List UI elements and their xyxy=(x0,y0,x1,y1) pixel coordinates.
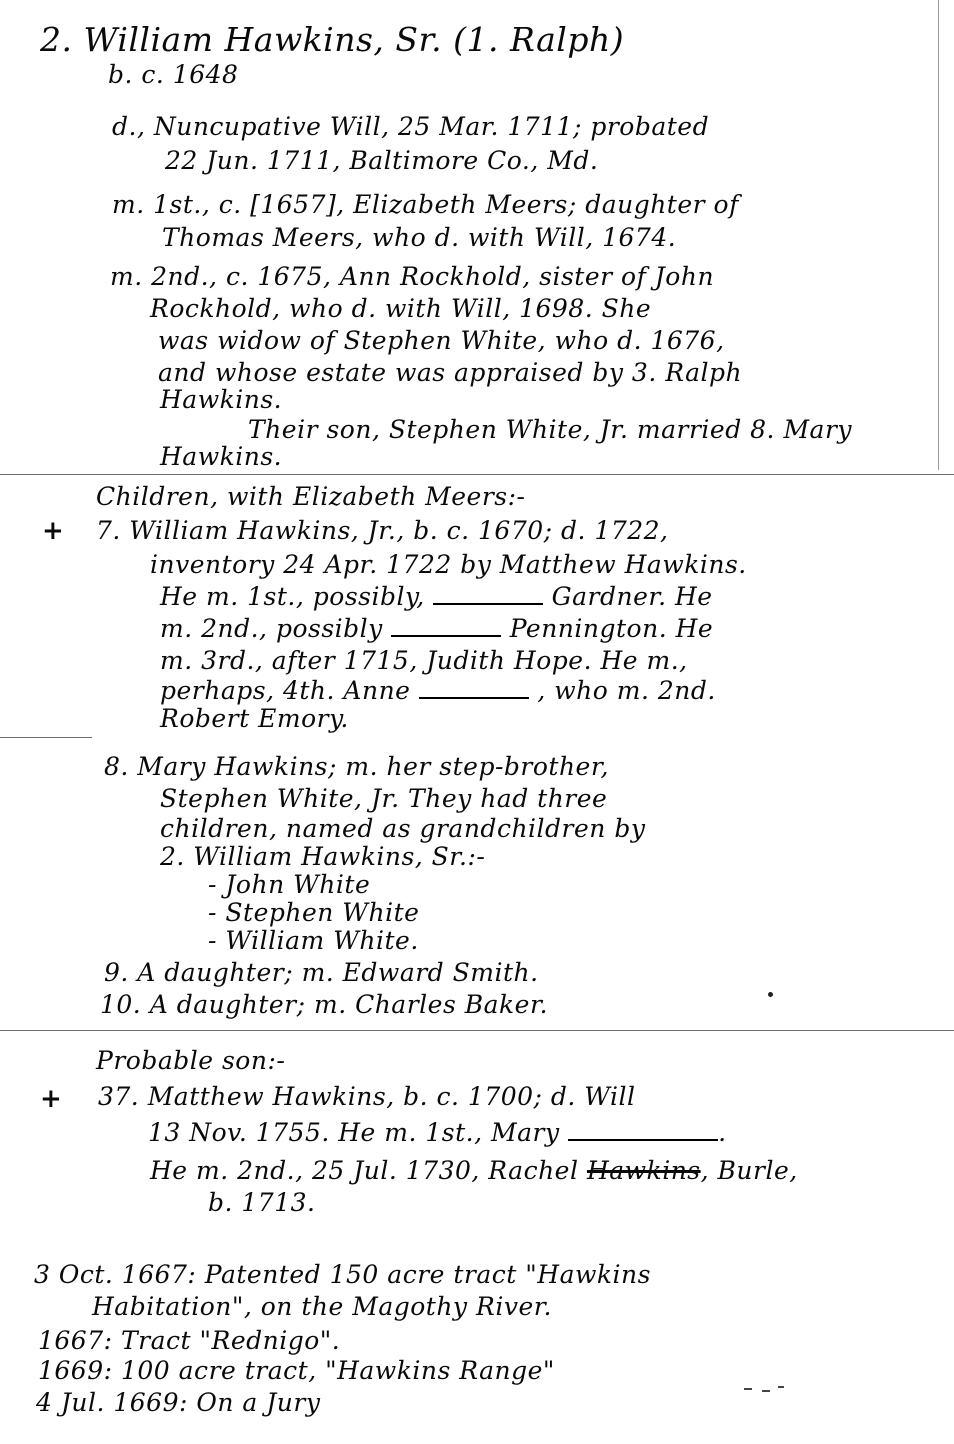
page-seam-2 xyxy=(0,737,92,738)
plus-mark-37: + xyxy=(40,1084,63,1114)
son37-line-2-a: 13 Nov. 1755. He m. 1st., Mary xyxy=(148,1118,560,1147)
plus-mark-7: + xyxy=(42,516,65,546)
event-line-4: 4 Jul. 1669: On a Jury xyxy=(36,1388,321,1417)
child7-line-4 xyxy=(160,614,713,643)
birth-line: b. c. 1648 xyxy=(108,60,239,89)
son37-line-3-a: He m. 2nd., 25 Jul. 1730, Rachel xyxy=(150,1156,579,1185)
child7-line-3-b: Gardner. He xyxy=(551,582,713,611)
child8-line-3: children, named as grandchildren by xyxy=(160,814,646,843)
marriage2-line-6: Their son, Stephen White, Jr. married 8. Mary xyxy=(248,415,853,444)
event-line-3: 1669: 100 acre tract, "Hawkins Range" xyxy=(38,1356,555,1385)
child8-line-2: Stephen White, Jr. They had three xyxy=(160,784,608,813)
event-line-1b: Habitation", on the Magothy River. xyxy=(92,1292,552,1321)
son37-line-3-c: , Burle, xyxy=(700,1156,798,1185)
son37-line-4: b. 1713. xyxy=(208,1188,316,1217)
struck-out-surname: Hawkins xyxy=(586,1156,701,1185)
marriage2-line-2: Rockhold, who d. with Will, 1698. She xyxy=(150,294,652,323)
death-line-2: 22 Jun. 1711, Baltimore Co., Md. xyxy=(165,146,599,175)
probable-son-heading: Probable son:- xyxy=(96,1046,286,1075)
marriage1-line-2: Thomas Meers, who d. with Will, 1674. xyxy=(162,223,677,252)
blank-line xyxy=(419,682,529,699)
blank-line xyxy=(391,620,501,637)
entry-heading: 2. William Hawkins, Sr. (1. Ralph) xyxy=(40,20,625,59)
child7-line-4-a: m. 2nd., possibly xyxy=(160,614,383,643)
blank-line xyxy=(568,1124,718,1141)
event-line-2: 1667: Tract "Rednigo". xyxy=(38,1326,341,1355)
child7-line-6-b: , who m. 2nd. xyxy=(537,676,716,705)
child7-line-2: inventory 24 Apr. 1722 by Matthew Hawkins. xyxy=(150,550,747,579)
child8-grandchild-3: - William White. xyxy=(208,926,419,955)
event-line-1: 3 Oct. 1667: Patented 150 acre tract "Hawkins xyxy=(34,1260,651,1289)
stray-mark xyxy=(744,1388,752,1390)
marriage2-line-7: Hawkins. xyxy=(160,442,283,471)
child7-line-4-b: Pennington. He xyxy=(509,614,714,643)
marriage2-line-3: was widow of Stephen White, who d. 1676, xyxy=(158,326,725,355)
marriage2-line-4: and whose estate was appraised by 3. Ralph xyxy=(158,358,743,387)
son37-line-3 xyxy=(150,1156,798,1185)
ink-dot xyxy=(768,992,773,997)
stray-mark xyxy=(778,1386,784,1388)
child7-line-3-a: He m. 1st., possibly, xyxy=(160,582,425,611)
child8-grandchild-1: - John White xyxy=(208,870,371,899)
marriage2-line-5: Hawkins. xyxy=(160,385,283,414)
period: . xyxy=(718,1118,727,1147)
son37-line-2 xyxy=(148,1118,727,1147)
page-seam-3 xyxy=(0,1030,954,1031)
page-edge-right xyxy=(938,0,939,470)
child7-line-1: 7. William Hawkins, Jr., b. c. 1670; d. 1722, xyxy=(96,516,669,545)
death-line-1: d., Nuncupative Will, 25 Mar. 1711; probated xyxy=(112,112,710,141)
marriage2-line-1: m. 2nd., c. 1675, Ann Rockhold, sister of John xyxy=(110,262,715,291)
page-seam-1 xyxy=(0,474,954,475)
son37-line-1: 37. Matthew Hawkins, b. c. 1700; d. Will xyxy=(98,1082,636,1111)
child7-line-5: m. 3rd., after 1715, Judith Hope. He m., xyxy=(160,646,688,675)
child7-line-6 xyxy=(160,676,716,705)
child8-line-1: 8. Mary Hawkins; m. her step-brother, xyxy=(104,752,609,781)
child7-line-6-a: perhaps, 4th. Anne xyxy=(160,676,411,705)
child7-line-7: Robert Emory. xyxy=(160,704,349,733)
child10-line: 10. A daughter; m. Charles Baker. xyxy=(100,990,549,1019)
blank-line xyxy=(433,588,543,605)
child7-line-3 xyxy=(160,582,713,611)
stray-mark xyxy=(762,1390,770,1392)
child8-grandchild-2: - Stephen White xyxy=(208,898,420,927)
marriage1-line-1: m. 1st., c. [1657], Elizabeth Meers; daughter of xyxy=(112,190,739,219)
children-heading: Children, with Elizabeth Meers:- xyxy=(96,482,526,511)
child9-line: 9. A daughter; m. Edward Smith. xyxy=(104,958,539,987)
child8-line-4: 2. William Hawkins, Sr.:- xyxy=(160,842,486,871)
